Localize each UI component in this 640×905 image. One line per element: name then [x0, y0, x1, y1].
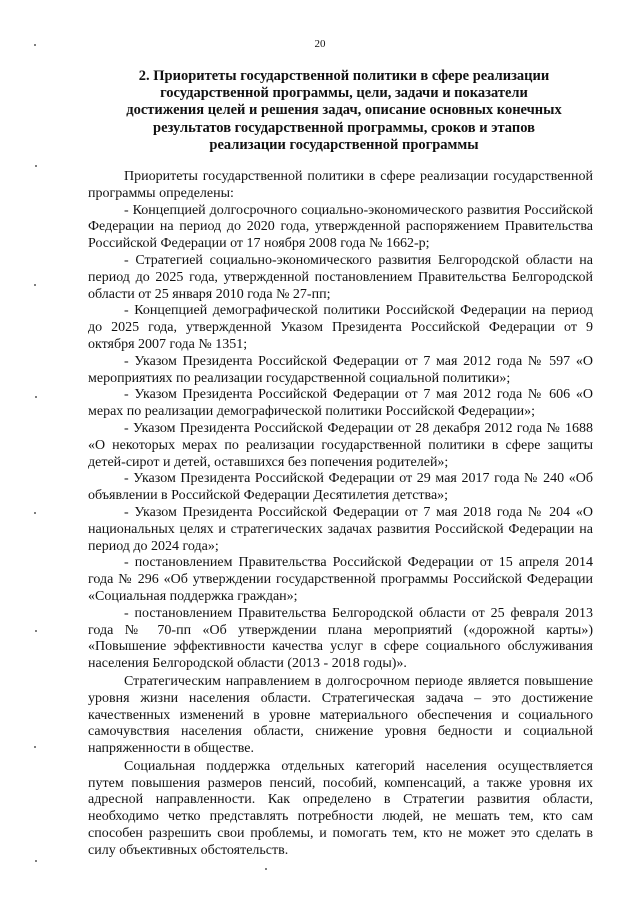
priority-item-10: - постановлением Правительства Белгородской области от 25 февраля 2013 года № 70-пп «Об утверждении плана мероприятий («дорожной карты») «Повышение эффективности качества услуг в сфере социального обслуживания населения Белгородской области (2013 - 2018 годы)».	[88, 605, 593, 672]
document-body	[88, 169, 593, 860]
priority-item-3: - Концепцией демографической политики Российской Федерации на период до 2025 года, утвержденной Указом Президента Российской Федерации от 9 октября 2007 года № 1351;	[88, 303, 593, 352]
scan-mark	[265, 868, 267, 870]
strategic-direction-paragraph: Стратегическим направлением в долгосрочном периоде является повышение уровня жизни населения области. Стратегическая задача – это достижение качественных изменений в уровне материального обеспечения и социального самочувствия населения области, снижение уровня бедности и социальной напряженности в обществе.	[88, 673, 593, 757]
intro-paragraph: Приоритеты государственной политики в сфере реализации государственной программы определены:	[88, 169, 593, 201]
priority-item-1: - Концепцией долгосрочного социально-экономического развития Российской Федерации на период до 2020 года, утвержденной распоряжением Правительства Российской Федерации от 17 ноября 2008 года № 1662-р;	[88, 202, 593, 252]
heading-line-4: результатов государственной программы, сроков и этапов	[153, 119, 535, 136]
social-support-paragraph: Социальная поддержка отдельных категорий населения осуществляется путем повышения размеров пенсий, пособий, компенсаций, а также уровня их адресной направленности. Как определено в Стратегии развития области, необходимо четко представлять потребности людей, не мешать тем, кто сам способен разрешить свои проблемы, и помогать тем, кто не может это сделать в силу объективных обстоятельств.	[88, 758, 593, 858]
heading-line-2: государственной программы, цели, задачи и показатели	[160, 85, 528, 102]
priority-item-6: - Указом Президента Российской Федерации от 28 декабря 2012 года № 1688 «О некоторых мерах по реализации государственной политики в сфере защиты детей-сирот и детей, оставшихся без попечения родителей»;	[88, 420, 593, 470]
scan-mark	[34, 284, 36, 286]
priority-item-5: - Указом Президента Российской Федерации от 7 мая 2012 года № 606 «О мерах по реализации демографической политики Российской Федерации»;	[88, 387, 593, 420]
scan-mark	[35, 396, 37, 398]
priority-item-7: - Указом Президента Российской Федерации от 29 мая 2017 года № 240 «Об объявлении в Российской Федерации Десятилетия детства»;	[88, 471, 593, 504]
scan-mark	[35, 630, 37, 632]
section-heading	[88, 68, 600, 154]
priority-item-8: - Указом Президента Российской Федерации от 7 мая 2018 года № 204 «О национальных целях и стратегических задачах развития Российской Федерации на период до 2024 года»;	[88, 504, 593, 554]
scan-mark	[35, 165, 37, 167]
priority-item-9: - постановлением Правительства Российской Федерации от 15 апреля 2014 года № 296 «Об утверждении государственной программы Российской Федерации «Социальная поддержка граждан»;	[88, 555, 593, 604]
heading-line-3: достижения целей и решения задач, описание основных конечных	[126, 102, 562, 119]
scan-mark	[34, 746, 36, 748]
scan-mark	[34, 512, 36, 514]
priority-item-2: - Стратегией социально-экономического развития Белгородской области на период до 2025 года, утвержденной постановлением Правительства Белгородской области от 25 января 2010 года № 27-пп;	[88, 252, 593, 302]
heading-line-5: реализации государственной программы	[209, 136, 479, 153]
page-number: 20	[314, 38, 326, 50]
priority-item-4: - Указом Президента Российской Федерации от 7 мая 2012 года № 597 «О мероприятиях по реализации государственной социальной политики»;	[88, 353, 593, 386]
heading-line-1: 2. Приоритеты государственной политики в сфере реализации	[138, 68, 550, 84]
scan-mark	[34, 44, 36, 46]
scan-mark	[35, 860, 37, 862]
